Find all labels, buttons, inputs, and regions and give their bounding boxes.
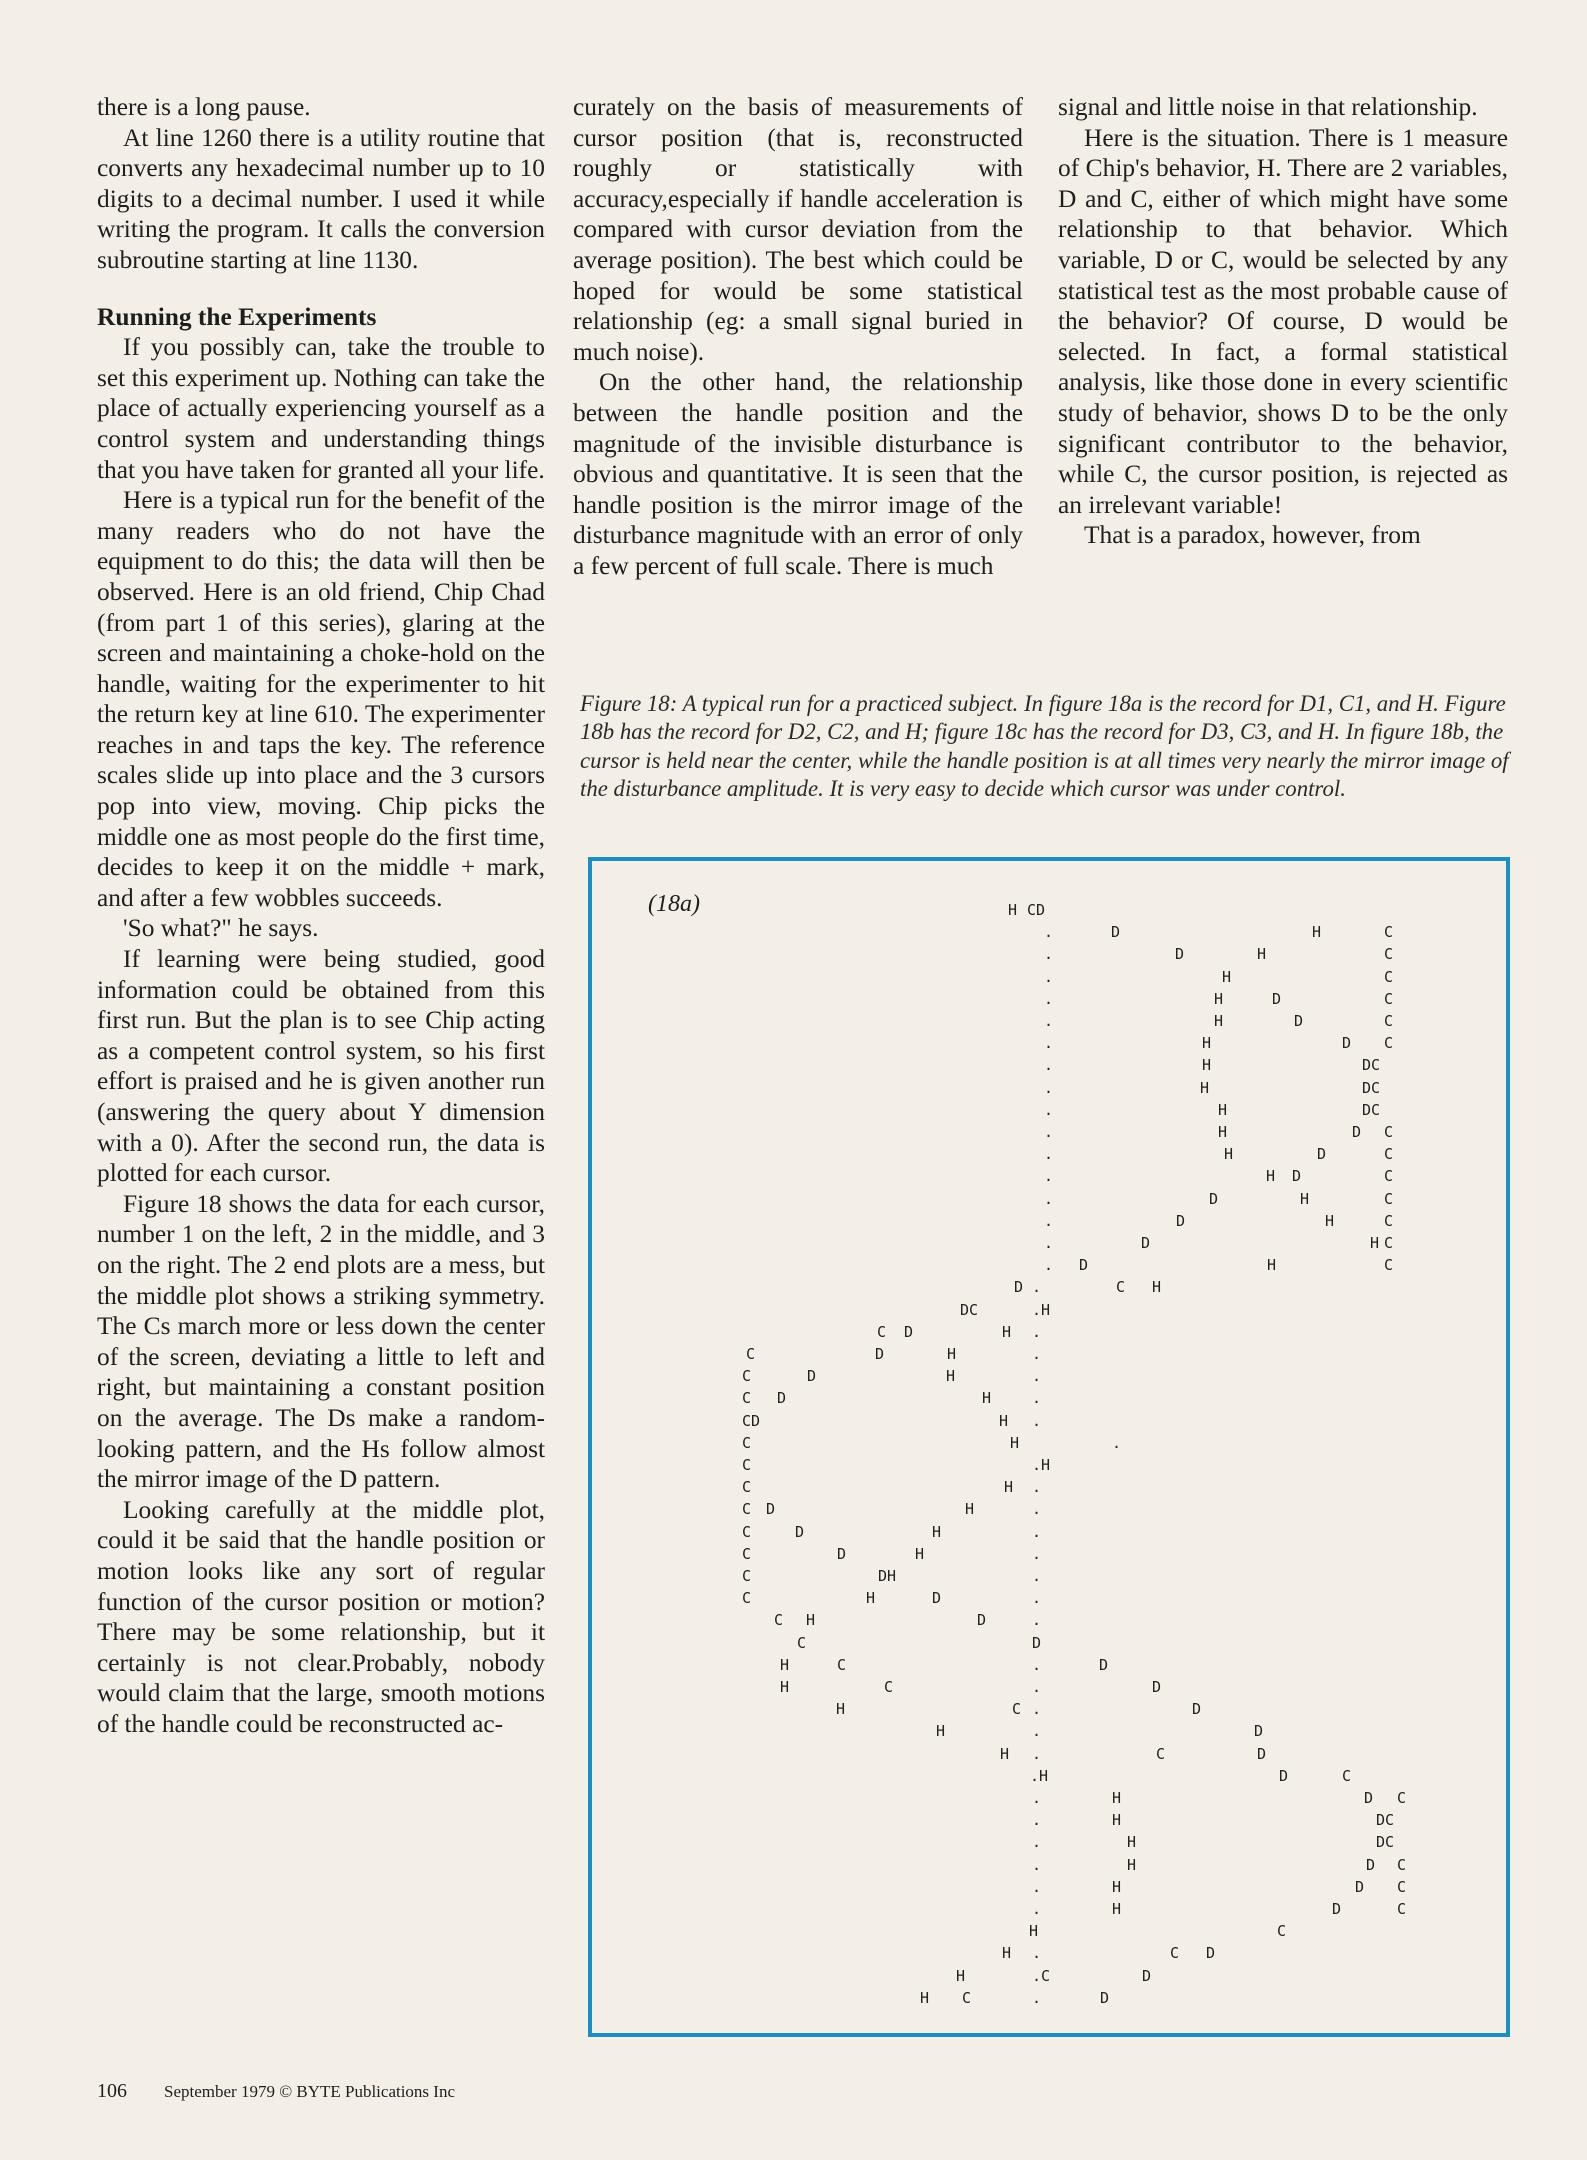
plot-glyph: C (1397, 1900, 1407, 1918)
plot-glyph: H (1029, 1922, 1039, 1941)
plot-glyph: . (1032, 1411, 1042, 1430)
plot-glyph: C (1170, 1944, 1180, 1963)
paragraph: At line 1260 there is a utility routine that converts any hexadecimal number up to 10 digits to a decimal number. I used it while writing the program. It calls the conversion subroutine starting at line 1130. (97, 123, 545, 274)
plot-glyph: D (1152, 1678, 1162, 1696)
plot-glyph: C (1397, 1877, 1407, 1896)
plot-glyph: D (1014, 1278, 1024, 1297)
plot-glyph: H (1214, 989, 1224, 1008)
plot-glyph: . (1032, 1544, 1042, 1563)
plot-glyph: . (1044, 1034, 1054, 1053)
plot-glyph: D (1342, 1034, 1352, 1053)
plot-glyph: H (1218, 1123, 1228, 1141)
plot-glyph: D (777, 1389, 787, 1408)
paragraph: Looking carefully at the middle plot, could it be said that the handle position or motion looks like any sort of regular function of the cursor position or motion? There may be some relationship, but it certainly is not clear.Probably, nobody would claim that the large, smooth motions of the handle could be reconstructed ac- (97, 1495, 545, 1738)
plot-glyph: H (920, 1988, 930, 2007)
plot-glyph: C (742, 1544, 752, 1563)
plot-glyph: H (1300, 1189, 1310, 1208)
plot-glyph: DC (1362, 1078, 1381, 1097)
paragraph: If learning were being studied, good information could be obtained from this first run. But the plan is to see Chip acting as a competent control system, so his first effort is praised and he is given another run (answering the query about Y dimension with a 0). After the second run, the data is plotted for each cursor. (97, 945, 545, 1188)
plot-glyph: D (807, 1367, 817, 1386)
plot-glyph: . (1044, 923, 1054, 942)
plot-glyph: C (742, 1567, 752, 1585)
plot-glyph: D (1032, 1633, 1042, 1652)
plot-glyph: . (1032, 1900, 1042, 1918)
column-3 (1058, 92, 1508, 551)
plot-glyph: . (1032, 1789, 1042, 1807)
paragraph: Here is the situation. There is 1 measure of Chip's behavior, H. There are 2 variables, D and C, either of which might have some relationship to that behavior. Which variable, D or C, would be selected by any statistical test as the most probable cause of the behavior? Of course, D would be selected. In fact, a formal statistical analysis, like those done in every scientific study of behavior, shows D to be the only significant contributor to the behavior, while C, the cursor position, is rejected as an irrelevant variable! (1058, 123, 1508, 519)
plot-glyph: H (999, 1411, 1009, 1430)
plot-glyph: C (1156, 1744, 1166, 1763)
plot-glyph: H (1222, 967, 1232, 986)
plot-glyph: C (1384, 1189, 1394, 1208)
plot-glyph: C (797, 1633, 807, 1652)
plot-glyph: D (1100, 1988, 1110, 2007)
plot-glyph: . (1032, 1811, 1042, 1830)
plot-glyph: . (1032, 1611, 1042, 1630)
paragraph: If you possibly can, take the trouble to set this experiment up. Nothing can take the place of actually experiencing yourself as a control system and understanding things that you have taken for granted all your life. (97, 333, 545, 484)
column-2 (573, 92, 1023, 582)
plot-glyph: H (1112, 1789, 1122, 1807)
plot-glyph: D (1254, 1722, 1264, 1741)
plot-glyph: D (1366, 1855, 1376, 1874)
plot-glyph: H (1127, 1833, 1137, 1852)
plot-glyph: .C (1032, 1966, 1051, 1985)
plot-glyph: . (1044, 1012, 1054, 1030)
plot-glyph: D (1079, 1256, 1089, 1275)
plot-glyph: D (766, 1500, 776, 1519)
plot-glyph: D (837, 1544, 847, 1563)
plot-glyph: . (1032, 1678, 1042, 1696)
plot-glyph: . (1044, 1100, 1054, 1119)
plot-glyph: C (1384, 923, 1394, 942)
plot-glyph: CD (1027, 901, 1046, 919)
paragraph: curately on the basis of measurements of cursor position (that is, reconstructed roughly or statistically with accuracy,especially if handle acceleration is compared with cursor deviation from the average position). The best which could be hoped for would be some statistical relationship (eg: a small signal buried in much noise). (573, 93, 1023, 366)
plot-glyph: C (1384, 967, 1394, 986)
plot-glyph: . (1032, 1744, 1042, 1763)
plot-glyph: H (836, 1700, 846, 1719)
plot-glyph: D (1292, 1167, 1302, 1186)
section-heading: Running the Experiments (97, 302, 377, 331)
plot-glyph: DC (1376, 1833, 1395, 1852)
plot-glyph: C (1384, 1256, 1394, 1275)
plot-glyph: DC (1362, 1056, 1381, 1075)
plot-glyph: C (1277, 1922, 1287, 1941)
plot-glyph: . (1032, 1833, 1042, 1852)
plot-glyph: D (932, 1589, 942, 1608)
plot-glyph: H (982, 1389, 992, 1408)
plot-glyph: C (742, 1367, 752, 1386)
plot-glyph: . (1112, 1433, 1122, 1452)
page-footer (97, 2080, 455, 2103)
plot-glyph: D (875, 1345, 885, 1363)
plot-glyph: H (780, 1655, 790, 1674)
plot-glyph: H (1152, 1278, 1162, 1297)
plot-glyph: D (1176, 1211, 1186, 1230)
plot-glyph: .H (1032, 1456, 1051, 1474)
plot-glyph: . (1044, 1189, 1054, 1208)
plot-glyph: D (1209, 1189, 1219, 1208)
plot-glyph: C (1384, 989, 1394, 1008)
plot-glyph: . (1044, 1211, 1054, 1230)
plot-glyph: H (1257, 945, 1267, 964)
plot-glyph: C (1116, 1278, 1126, 1297)
plot-glyph: D (1257, 1744, 1267, 1763)
plot-glyph: D (1364, 1789, 1374, 1807)
plot-glyph: . (1032, 1478, 1042, 1497)
plot-glyph: . (1044, 989, 1054, 1008)
plot-glyph: H (1325, 1211, 1335, 1230)
plot-glyph: C (742, 1478, 752, 1497)
plot-glyph: H (1002, 1322, 1012, 1341)
plot-glyph: H (1312, 923, 1322, 942)
paragraph: there is a long pause. (97, 93, 311, 121)
figure-label: (18a) (648, 891, 700, 917)
paragraph: That is a paradox, however, from (1084, 521, 1421, 550)
plot-glyph: D (1192, 1700, 1202, 1719)
plot-glyph: H (956, 1966, 966, 1985)
plot-glyph: H (780, 1678, 790, 1696)
plot-glyph: . (1032, 1322, 1042, 1341)
plot-glyph: C (742, 1522, 752, 1541)
plot-glyph: H (932, 1522, 942, 1541)
plot-glyph: DC (1362, 1100, 1381, 1119)
plot-glyph: . (1032, 1389, 1042, 1408)
plot-glyph: H (1218, 1100, 1228, 1119)
plot-glyph: H (1127, 1855, 1137, 1874)
plot-glyph: H (806, 1611, 816, 1630)
plot-glyph: D (1111, 923, 1121, 942)
copyright-line: September 1979 © BYTE Publications Inc (164, 2082, 456, 2101)
plot-glyph: H (1224, 1145, 1234, 1164)
plot-glyph: C (1384, 1012, 1394, 1030)
plot-glyph: . (1032, 1500, 1042, 1519)
plot-glyph: . (1032, 1855, 1042, 1874)
plot-glyph: D (1099, 1655, 1109, 1674)
plot-glyph: H (965, 1500, 975, 1519)
plot-glyph: C (774, 1611, 784, 1630)
plot-glyph: C (742, 1389, 752, 1408)
plot-glyph: DC (1376, 1811, 1395, 1830)
plot-glyph: . (1032, 1655, 1042, 1674)
plot-glyph: . (1032, 1589, 1042, 1608)
plot-glyph: H (1002, 1944, 1012, 1963)
plot-glyph: H (1010, 1433, 1020, 1452)
plot-glyph: C (1384, 1211, 1394, 1230)
plot-glyph: H (1202, 1034, 1212, 1053)
plot-glyph: . (1032, 1278, 1042, 1297)
plot-glyph: . (1044, 1078, 1054, 1097)
figure-18a (588, 857, 1510, 2037)
plot-glyph: H (915, 1544, 925, 1563)
plot-glyph: H (1202, 1056, 1212, 1075)
plot-glyph: .H (1030, 1766, 1049, 1785)
plot-glyph: H (936, 1722, 946, 1741)
plot-glyph: H (1267, 1256, 1277, 1275)
plot-glyph: . (1044, 1167, 1054, 1186)
plot-glyph: C (1384, 1145, 1394, 1164)
plot-glyph: C (1397, 1789, 1407, 1807)
plot-glyph: H (947, 1345, 957, 1363)
plot-glyph: D (1279, 1766, 1289, 1785)
plot-glyph: H (866, 1589, 876, 1608)
plot-glyph: D (795, 1522, 805, 1541)
plot-glyph: CD (742, 1411, 761, 1430)
figure-caption: Figure 18: A typical run for a practiced subject. In figure 18a is the record for D1, C1, and H. Figure 18b has the record for D2, C2, and H; figure 18c has the record for D3, C3, and H. In figure 18b, the cursor is held near the center, while the handle position is at all times very nearly the mirror image of the disturbance amplitude. It is very easy to decide which cursor was under control. (580, 691, 1509, 802)
plot-glyph: . (1032, 1722, 1042, 1741)
paragraph: Here is a typical run for the benefit of the many readers who do not have the equipment to do this; the data will then be observed. Here is an old friend, Chip Chad (from part 1 of this series), glaring at the screen and maintaining a choke-hold on the handle, waiting for the experimenter to hit the return key at line 610. The experimenter reaches in and taps the key. The reference scales slide up into place and the 3 cursors pop into view, moving. Chip picks the middle one as most people do the first time, decides to keep it on the middle + mark, and after a few wobbles succeeds. (97, 486, 545, 912)
plot-glyph: . (1032, 1988, 1042, 2007)
plot-glyph: H (1200, 1078, 1210, 1097)
plot-glyph: D (1175, 945, 1185, 964)
plot-glyph: . (1032, 1367, 1042, 1386)
plot-glyph: C (962, 1988, 972, 2007)
plot-glyph: C (746, 1345, 756, 1363)
plot-glyph: .H (1032, 1300, 1051, 1319)
plot-glyph: D (977, 1611, 987, 1630)
plot-glyph: D (1142, 1966, 1152, 1985)
plot-glyph: . (1032, 1522, 1042, 1541)
page-number: 106 (97, 2080, 127, 2102)
plot-glyph: . (1032, 1345, 1042, 1363)
plot-glyph: H (1266, 1167, 1276, 1186)
plot-glyph: D (1355, 1877, 1365, 1896)
plot-glyph: D (1294, 1012, 1304, 1030)
plot-glyph: H (1004, 1478, 1014, 1497)
plot-glyph: . (1032, 1877, 1042, 1896)
plot-glyph: DH (878, 1567, 897, 1585)
plot-glyph: . (1044, 1056, 1054, 1075)
plot-glyph: . (1044, 1256, 1054, 1275)
plot-glyph: D (904, 1322, 914, 1341)
plot-glyph: . (1032, 1567, 1042, 1585)
plot-glyph: . (1044, 967, 1054, 986)
plot-glyph: H (1112, 1877, 1122, 1896)
paragraph: On the other hand, the relationship between the handle position and the magnitude of the invisible disturbance is obvious and quantitative. It is seen that the handle position is the mirror image of the disturbance magnitude with an error of only a few percent of full scale. There is much (573, 368, 1023, 580)
plot-glyph: C (1384, 1034, 1394, 1053)
paragraph: signal and little noise in that relationship. (1058, 93, 1478, 121)
plot-glyph: . (1032, 1700, 1042, 1719)
plot-glyph: C (742, 1500, 752, 1519)
plot-glyph: . (1044, 945, 1054, 964)
plot-glyph: H (946, 1367, 956, 1386)
plot-glyph: H (1112, 1900, 1122, 1918)
paragraph: 'So what?" he says. (123, 914, 319, 943)
plot-glyph: D (1317, 1145, 1327, 1164)
plot-glyph: C (1384, 1123, 1394, 1141)
plot-glyph: . (1032, 1944, 1042, 1963)
plot-glyph: C (1397, 1855, 1407, 1874)
plot-glyph: D (1206, 1944, 1216, 1963)
plot-glyph: . (1044, 1145, 1054, 1164)
plot-glyph: H (1008, 901, 1018, 919)
plot-glyph: D (1141, 1234, 1151, 1252)
plot-glyph: C (1384, 1234, 1394, 1252)
plot-glyph: C (742, 1589, 752, 1608)
plot-glyph: DC (960, 1300, 979, 1319)
plot-glyph: C (884, 1678, 894, 1696)
plot-glyph: D (1272, 989, 1282, 1008)
plot-glyph: C (1342, 1766, 1352, 1785)
plot-glyph: C (1384, 1167, 1394, 1186)
character-plot (592, 861, 1506, 2033)
plot-glyph: C (837, 1655, 847, 1674)
plot-glyph: H (1370, 1234, 1380, 1252)
plot-glyph: C (742, 1456, 752, 1474)
plot-glyph: C (742, 1433, 752, 1452)
plot-glyph: . (1044, 1234, 1054, 1252)
plot-glyph: . (1044, 1123, 1054, 1141)
plot-glyph: C (1012, 1700, 1022, 1719)
plot-glyph: C (1384, 945, 1394, 964)
plot-glyph: D (1332, 1900, 1342, 1918)
plot-glyph: H (1112, 1811, 1122, 1830)
plot-glyph: H (1000, 1744, 1010, 1763)
column-1 (97, 92, 545, 1739)
plot-glyph: C (877, 1322, 887, 1341)
paragraph: Figure 18 shows the data for each cursor, number 1 on the left, 2 in the middle, and 3 on the right. The 2 end plots are a mess, but the middle plot shows a striking symmetry. The Cs march more or less down the center of the screen, deviating a little to left and right, but maintaining a constant position on the average. The Ds make a random-looking pattern, and the Hs follow almost the mirror image of the D pattern. (97, 1189, 545, 1494)
plot-glyph: H (1214, 1012, 1224, 1030)
plot-glyph: D (1352, 1123, 1362, 1141)
